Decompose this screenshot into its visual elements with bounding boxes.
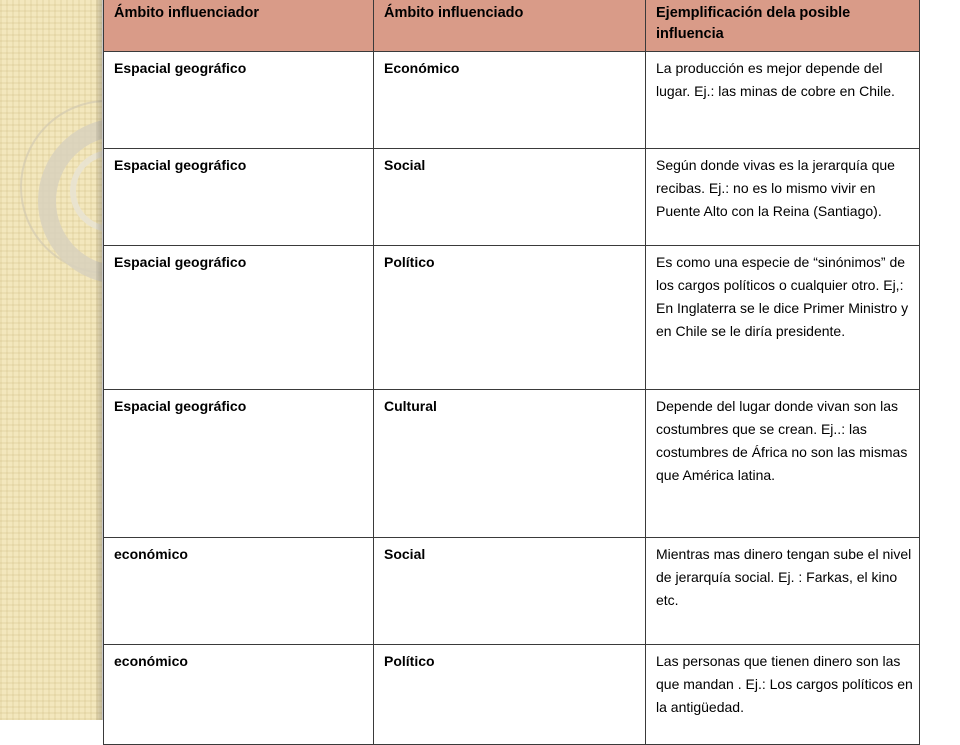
cell-influenciado: Cultural <box>374 390 646 538</box>
header-ambito-influenciador: Ámbito influenciador <box>104 0 374 52</box>
table-row <box>104 390 920 538</box>
cell-influenciador: económico <box>104 645 374 745</box>
table-row <box>104 149 920 246</box>
influence-table <box>103 0 920 745</box>
decorative-side-strip <box>0 0 102 720</box>
cell-ejemplo: La producción es mejor depende del lugar. Ej.: las minas de cobre en Chile. <box>646 52 920 149</box>
cell-influenciado: Social <box>374 538 646 645</box>
table-row <box>104 538 920 645</box>
header-ambito-influenciado: Ámbito influenciado <box>374 0 646 52</box>
cell-influenciador: Espacial geográfico <box>104 390 374 538</box>
cell-influenciador: económico <box>104 538 374 645</box>
cell-influenciador: Espacial geográfico <box>104 52 374 149</box>
cell-ejemplo: Depende del lugar donde vivan son las costumbres que se crean. Ej..: las costumbres de África no son las mismas que América latina. <box>646 390 920 538</box>
cell-influenciador: Espacial geográfico <box>104 149 374 246</box>
cell-influenciado: Político <box>374 645 646 745</box>
table-row <box>104 246 920 390</box>
table-row <box>104 645 920 745</box>
cell-ejemplo: Mientras mas dinero tengan sube el nivel de jerarquía social. Ej. : Farkas, el kino etc. <box>646 538 920 645</box>
cell-influenciado: Social <box>374 149 646 246</box>
cell-influenciador: Espacial geográfico <box>104 246 374 390</box>
header-ejemplificacion: Ejemplificación dela posible influencia <box>646 0 920 52</box>
cell-influenciado: Político <box>374 246 646 390</box>
cell-ejemplo: Las personas que tienen dinero son las que mandan . Ej.: Los cargos políticos en la antigüedad. <box>646 645 920 745</box>
cell-ejemplo: Es como una especie de “sinónimos” de los cargos políticos o cualquier otro. Ej,: En Inglaterra se le dice Primer Ministro y en Chile se le diría presidente. <box>646 246 920 390</box>
cell-ejemplo: Según donde vivas es la jerarquía que recibas. Ej.: no es lo mismo vivir en Puente Alto con la Reina (Santiago). <box>646 149 920 246</box>
table-header-row <box>104 0 920 52</box>
cell-influenciado: Económico <box>374 52 646 149</box>
table-row <box>104 52 920 149</box>
